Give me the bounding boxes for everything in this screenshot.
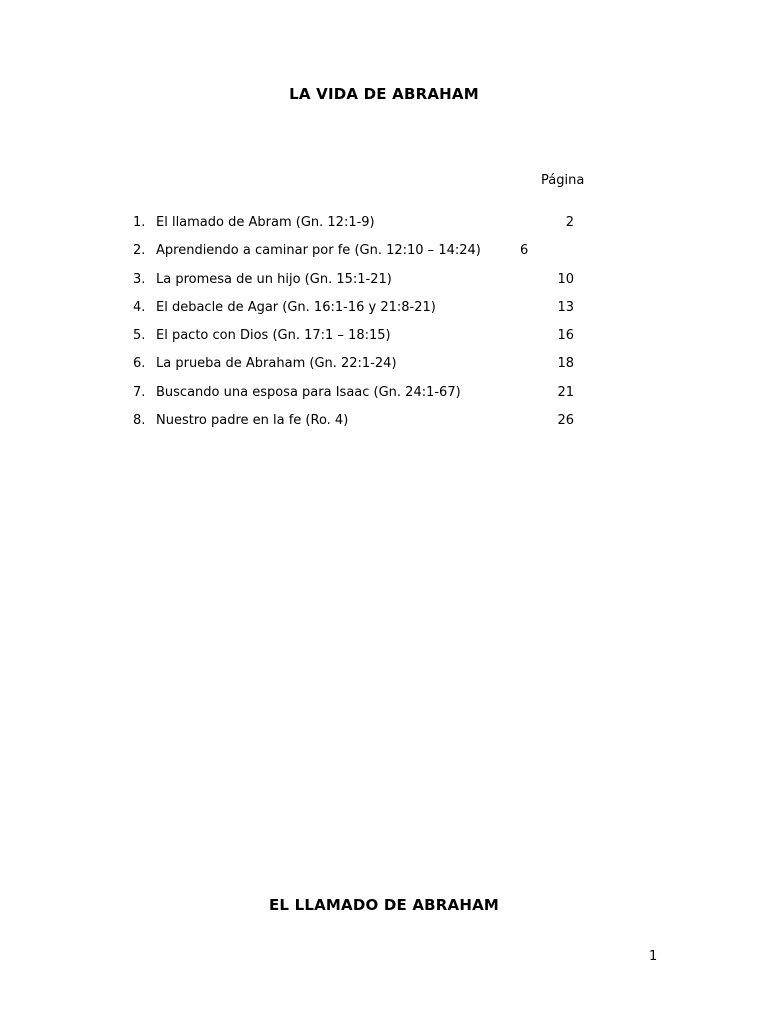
- toc-item: [0, 385, 768, 413]
- table-of-contents: [0, 215, 768, 441]
- toc-item-number: 3.: [133, 271, 146, 287]
- document-title: LA VIDA DE ABRAHAM: [289, 85, 479, 103]
- toc-item-text: Nuestro padre en la fe (Ro. 4): [156, 413, 349, 429]
- toc-item: [0, 215, 768, 243]
- toc-item: [0, 243, 768, 271]
- toc-item: [0, 272, 768, 300]
- toc-item-number: 2.: [133, 243, 146, 259]
- toc-item-page: 2: [565, 215, 574, 230]
- toc-item: [0, 328, 768, 356]
- toc-item: [0, 300, 768, 328]
- page-column-label: Página: [541, 173, 585, 188]
- toc-item-text: El llamado de Abram (Gn. 12:1-9): [156, 215, 375, 230]
- toc-item-page: 16: [557, 328, 574, 344]
- toc-item-number: 1.: [133, 215, 146, 230]
- toc-item-page: 6: [520, 243, 529, 259]
- toc-item-text: El debacle de Agar (Gn. 16:1-16 y 21:8-21): [156, 299, 436, 315]
- toc-item-page: 21: [557, 384, 574, 400]
- toc-item-number: 8.: [133, 413, 146, 429]
- toc-item-number: 5.: [133, 328, 146, 344]
- toc-item-page: 18: [557, 356, 574, 372]
- toc-item-text: Buscando una esposa para Isaac (Gn. 24:1-67): [156, 384, 461, 400]
- toc-item-number: 7.: [133, 384, 146, 400]
- toc-item-page: 26: [557, 413, 574, 429]
- section-title: EL LLAMADO DE ABRAHAM: [268, 896, 500, 914]
- page-number: 1: [649, 949, 658, 964]
- toc-item-text: La prueba de Abraham (Gn. 22:1-24): [156, 356, 397, 372]
- toc-item-number: 6.: [133, 356, 146, 372]
- toc-item-number: 4.: [133, 299, 146, 315]
- toc-item-text: Aprendiendo a caminar por fe (Gn. 12:10 – 14:24): [156, 243, 481, 259]
- toc-item-text: El pacto con Dios (Gn. 17:1 – 18:15): [156, 328, 391, 344]
- toc-item-text: La promesa de un hijo (Gn. 15:1-21): [156, 271, 392, 287]
- toc-item: [0, 356, 768, 384]
- toc-item-page: 10: [557, 271, 574, 287]
- toc-item-page: 13: [557, 299, 574, 315]
- toc-item: [0, 413, 768, 441]
